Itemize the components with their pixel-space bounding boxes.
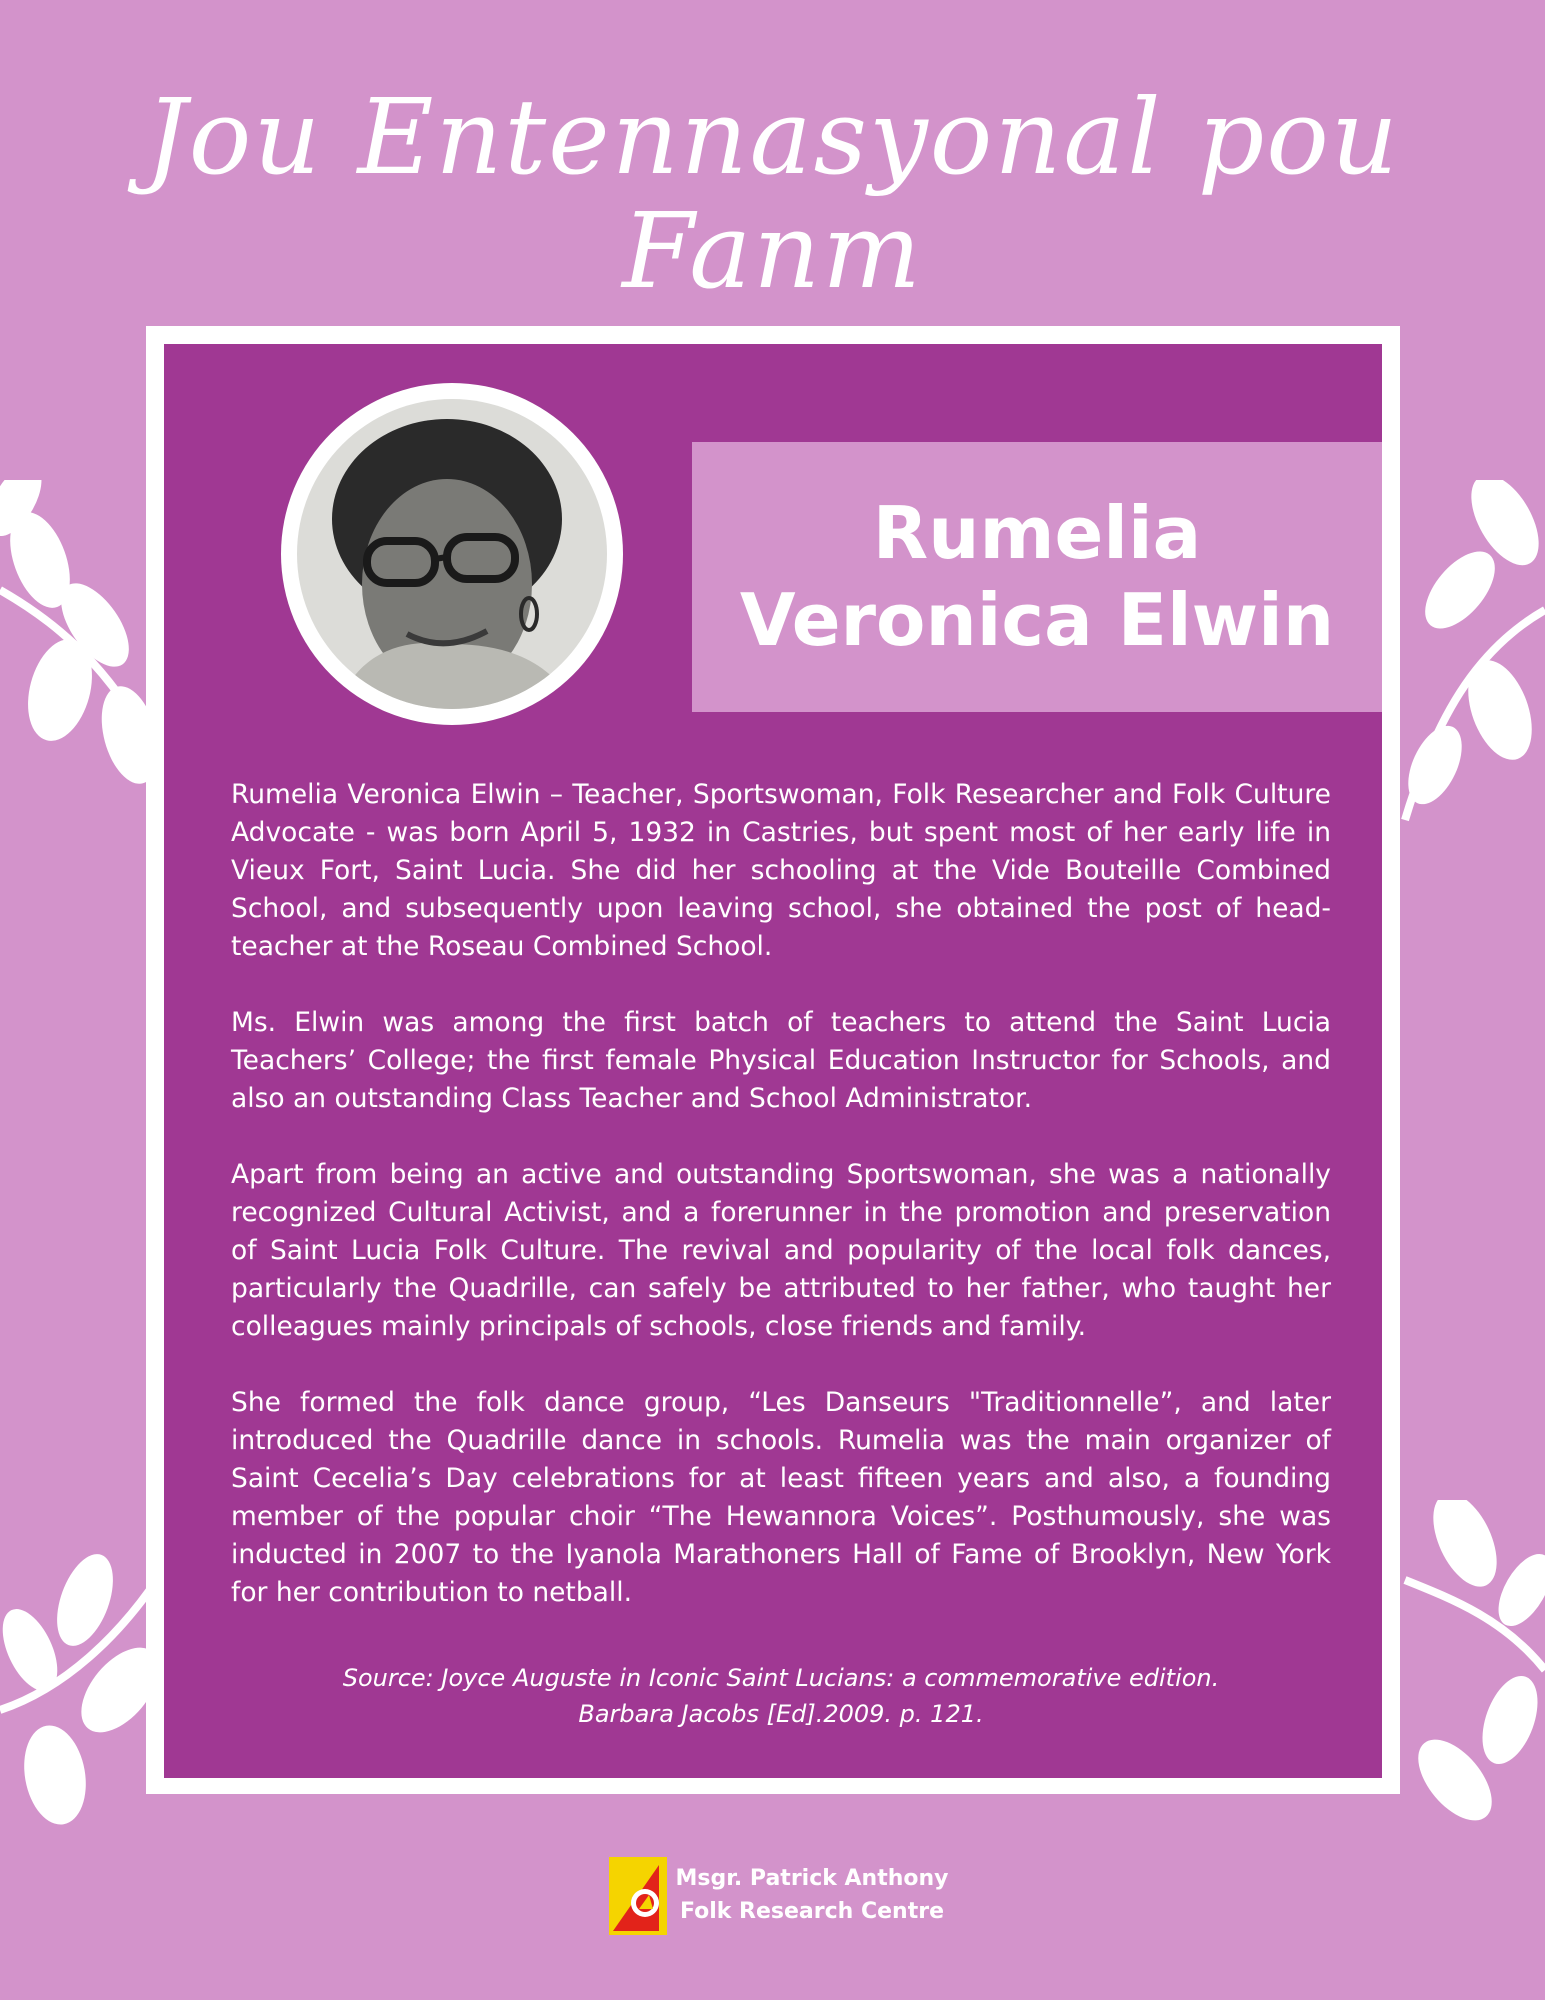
source-line-2: Barbara Jacobs [Ed].2009. p. 121. bbox=[578, 1700, 984, 1728]
biography-paragraph: Ms. Elwin was among the first batch of teachers to attend the Saint Lucia Teachers’ College; the first female Physical Education Instructor for Schools, and also an outstanding Class Teacher and School Administrator. bbox=[231, 1007, 1331, 1114]
portrait-frame bbox=[281, 383, 623, 725]
page-title: Jou Entennasyonal pou Fanm bbox=[145, 76, 1400, 313]
biography-paragraph: Rumelia Veronica Elwin – Teacher, Sportswoman, Folk Researcher and Folk Culture Advocate - was born April 5, 1932 in Castries, but spent most of her early life in Vieux Fort, Saint Lucia. She did her schooling at the Vide Bouteille Combined School, and subsequently upon leaving school, she obtained the post of head-teacher at the Roseau Combined School. bbox=[231, 779, 1331, 962]
org-line-1: Msgr. Patrick Anthony bbox=[675, 1866, 949, 1891]
biography-paragraph: She formed the folk dance group, “Les Danseurs "Traditionnelle”, and later introduced the Quadrille dance in schools. Rumelia was the main organizer of Saint Cecelia’s Day celebrations for at least fifteen years and also, a founding member of the popular choir “The Hewannora Voices”. Posthumously, she was inducted in 2007 to the Iyanola Marathoners Hall of Fame of Brooklyn, New York for her contribution to netball. bbox=[231, 1387, 1331, 1608]
leaf-branch-right-bottom bbox=[1385, 1500, 1545, 1860]
name-line-1: Rumelia bbox=[872, 490, 1202, 575]
portrait-photo bbox=[297, 399, 607, 709]
biography-paragraph: Apart from being an active and outstanding Sportswoman, she was a nationally recognized Cultural Activist, and a forerunner in the promotion and preservation of Saint Lucia Folk Culture. The revival and popularity of the local folk dances, particularly the Quadrille, can safely be attributed to her father, who taught her colleagues mainly principals of schools, close friends and family. bbox=[231, 1159, 1331, 1342]
leaf-branch-right-top bbox=[1385, 480, 1545, 860]
name-banner bbox=[692, 442, 1382, 712]
source-line-1: Source: Joyce Auguste in Iconic Saint Lucians: a commemorative edition. bbox=[342, 1664, 1220, 1692]
person-name bbox=[740, 490, 1334, 664]
source-citation bbox=[231, 1660, 1331, 1732]
biography-text bbox=[231, 776, 1331, 1650]
name-line-2: Veronica Elwin bbox=[739, 578, 1335, 662]
org-line-2: Folk Research Centre bbox=[679, 1899, 945, 1924]
organization-name bbox=[672, 1862, 952, 1928]
folk-research-centre-logo bbox=[609, 1857, 667, 1935]
